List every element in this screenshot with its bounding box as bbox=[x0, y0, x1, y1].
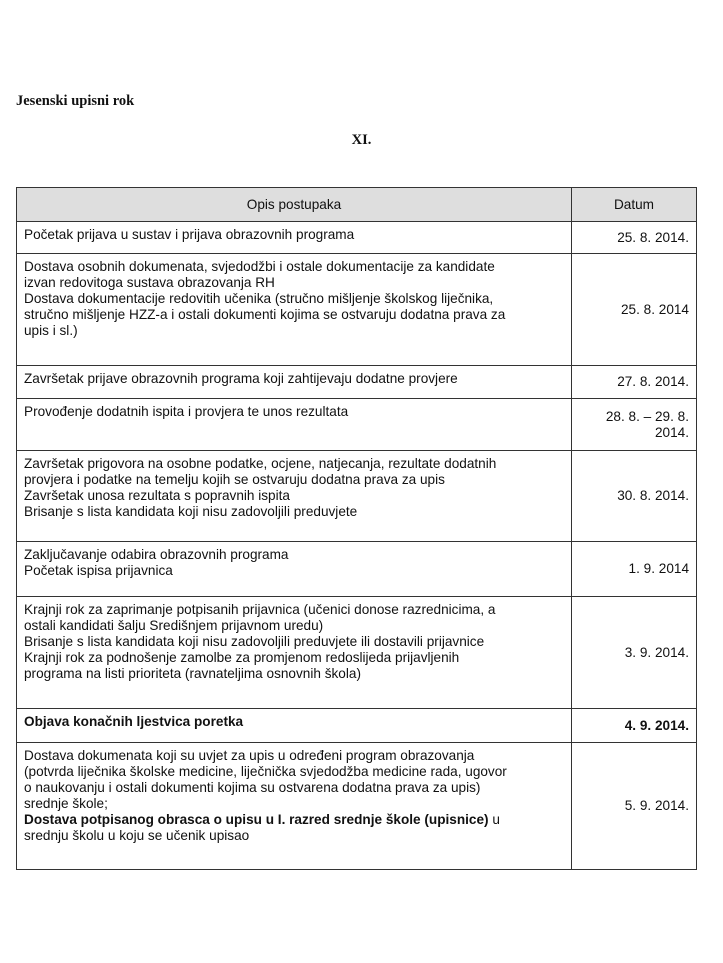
table-row bbox=[17, 399, 697, 451]
procedure-date: 3. 9. 2014. bbox=[572, 597, 697, 709]
description-line: Krajnji rok za zaprimanje potpisanih prijavnica (učenici donose razrednicima, a bbox=[24, 602, 496, 617]
description-line: Dostava dokumenata koji su uvjet za upis u određeni program obrazovanja bbox=[24, 748, 475, 763]
procedure-description bbox=[17, 366, 572, 399]
procedure-date: 1. 9. 2014 bbox=[572, 542, 697, 597]
description-line: Krajnji rok za podnošenje zamolbe za promjenom redoslijeda prijavljenih bbox=[24, 650, 460, 665]
table-row bbox=[17, 222, 697, 254]
description-line: Brisanje s lista kandidata koji nisu zadovoljili preduvjete ili dostavili prijavnice bbox=[24, 634, 485, 649]
description-text: u bbox=[488, 812, 500, 827]
description-line: Dostava osobnih dokumenata, svjedodžbi i ostale dokumentacije za kandidate bbox=[24, 259, 495, 274]
schedule-table bbox=[16, 187, 697, 870]
description-line: ostali kandidati šalju Središnjem prijavnom uredu) bbox=[24, 618, 324, 633]
procedure-description bbox=[17, 254, 572, 366]
description-line: Provođenje dodatnih ispita i provjera te unos rezultata bbox=[24, 404, 349, 419]
description-line bbox=[24, 812, 564, 828]
document-heading: Jesenski upisni rok bbox=[16, 93, 135, 109]
procedure-date: 30. 8. 2014. bbox=[572, 451, 697, 542]
description-line: izvan redovitoga sustava obrazovanja RH bbox=[24, 275, 275, 290]
table-row bbox=[17, 542, 697, 597]
procedure-date: 25. 8. 2014 bbox=[572, 254, 697, 366]
procedure-date: 4. 9. 2014. bbox=[572, 709, 697, 743]
procedure-description bbox=[17, 451, 572, 542]
description-line: srednju školu u koju se učenik upisao bbox=[24, 828, 250, 843]
procedure-date bbox=[572, 399, 697, 451]
table-row bbox=[17, 366, 697, 399]
table-row bbox=[17, 709, 697, 743]
procedure-description bbox=[17, 222, 572, 254]
table-row bbox=[17, 254, 697, 366]
procedure-date: 27. 8. 2014. bbox=[572, 366, 697, 399]
description-line: srednje škole; bbox=[24, 796, 108, 811]
description-line: Brisanje s lista kandidata koji nisu zadovoljili preduvjete bbox=[24, 504, 358, 519]
description-line: Završetak prigovora na osobne podatke, ocjene, natjecanja, rezultate dodatnih bbox=[24, 456, 497, 471]
description-line: Završetak prijave obrazovnih programa koji zahtijevaju dodatne provjere bbox=[24, 371, 458, 386]
procedure-date: 5. 9. 2014. bbox=[572, 743, 697, 870]
description-line: Dostava dokumentacije redovitih učenika (stručno mišljenje školskog liječnika, bbox=[24, 291, 494, 306]
section-number: XI. bbox=[351, 132, 372, 148]
table-row bbox=[17, 597, 697, 709]
procedure-description bbox=[17, 399, 572, 451]
description-line: upis i sl.) bbox=[24, 323, 78, 338]
description-line: Završetak unosa rezultata s popravnih ispita bbox=[24, 488, 290, 503]
description-line: Zaključavanje odabira obrazovnih programa bbox=[24, 547, 289, 562]
procedure-date: 25. 8. 2014. bbox=[572, 222, 697, 254]
procedure-description bbox=[17, 542, 572, 597]
description-line: Početak prijava u sustav i prijava obrazovnih programa bbox=[24, 227, 355, 242]
description-line: o naukovanju i ostali dokumenti kojima su ostvarena dodatna prava za upis) bbox=[24, 780, 481, 795]
description-line: Objava konačnih ljestvica poretka bbox=[24, 714, 244, 729]
description-line: (potvrda liječnika školske medicine, liječnička svjedodžba medicine rada, ugovor bbox=[24, 764, 507, 779]
description-line: stručno mišljenje HZZ-a i ostali dokumenti kojima se ostvaruju dodatna prava za bbox=[24, 307, 506, 322]
description-line: programa na listi prioriteta (ravnateljima osnovnih škola) bbox=[24, 666, 361, 681]
date-line: 2014. bbox=[654, 424, 689, 440]
table-row bbox=[17, 743, 697, 870]
table-row bbox=[17, 451, 697, 542]
description-line: Početak ispisa prijavnica bbox=[24, 563, 173, 578]
procedure-description bbox=[17, 597, 572, 709]
table-header-row bbox=[17, 188, 697, 222]
procedure-description bbox=[17, 743, 572, 870]
column-header-description: Opis postupaka bbox=[17, 188, 572, 222]
procedure-description bbox=[17, 709, 572, 743]
date-line: 28. 8. – 29. 8. bbox=[605, 408, 689, 424]
bold-text: Dostava potpisanog obrasca o upisu u I. razred srednje škole (upisnice) bbox=[24, 812, 489, 827]
description-line: provjera i podatke na temelju kojih se ostvaruju dodatna prava za upis bbox=[24, 472, 445, 487]
column-header-date: Datum bbox=[572, 188, 697, 222]
